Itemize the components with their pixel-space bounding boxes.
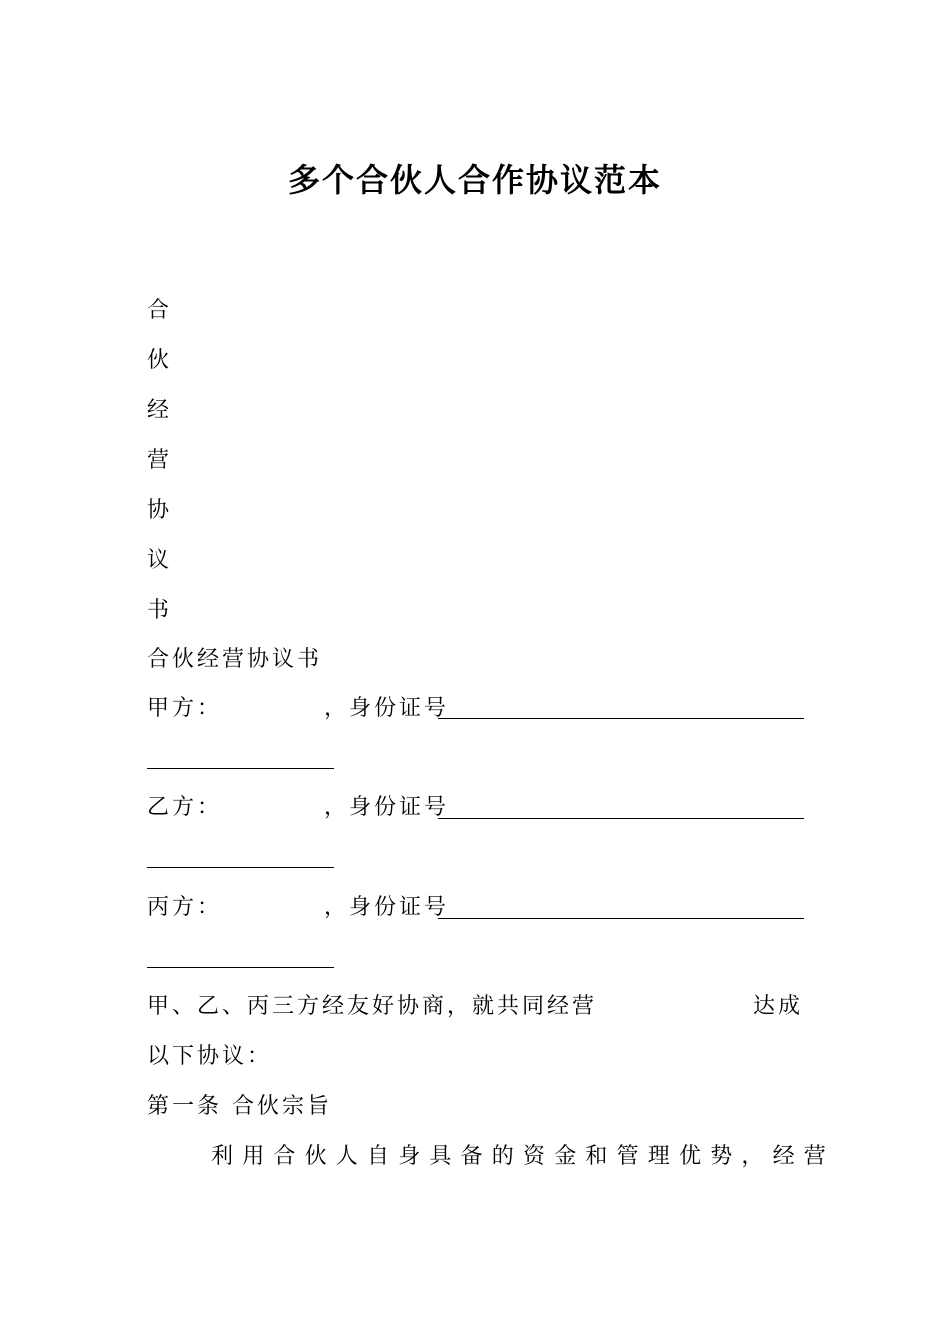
vertical-heading-char: 书 xyxy=(147,598,170,623)
party-b-id-underline xyxy=(438,818,804,819)
party-a-id-underline xyxy=(438,718,804,719)
intro-text-end: 达成 xyxy=(752,994,803,1019)
party-c-label: 丙方： xyxy=(147,895,223,920)
party-a-id-underline-cont xyxy=(147,768,334,769)
vertical-heading-char: 经 xyxy=(147,398,170,423)
party-b-id-underline-cont xyxy=(147,867,334,868)
party-c-id-label: ，身份证号 xyxy=(324,895,450,920)
article-1-title: 第一条 合伙宗旨 xyxy=(147,1094,332,1119)
party-b-id-label: ，身份证号 xyxy=(324,795,450,820)
party-c-id-underline-cont xyxy=(147,967,334,968)
agreement-heading: 合伙经营协议书 xyxy=(147,647,323,672)
intro-line xyxy=(147,991,803,1023)
page-title: 多个合伙人合作协议范本 xyxy=(287,161,662,199)
party-c-id-underline xyxy=(438,918,804,919)
article-1-text: 利用合伙人自身具备的资金和管理优势，经营 xyxy=(211,1144,836,1169)
intro-text: 甲、乙、丙三方经友好协商，就共同经营 xyxy=(147,994,598,1019)
party-a-line xyxy=(147,693,449,725)
party-b-label: 乙方： xyxy=(147,795,223,820)
party-c-line xyxy=(147,892,449,924)
vertical-heading-char: 合 xyxy=(147,298,170,323)
intro-continuation: 以下协议： xyxy=(147,1044,273,1069)
party-a-label: 甲方： xyxy=(147,696,223,721)
party-a-id-label: ，身份证号 xyxy=(324,696,450,721)
vertical-heading-char: 协 xyxy=(147,498,170,523)
party-b-line xyxy=(147,792,449,824)
vertical-heading-char: 营 xyxy=(147,448,170,473)
vertical-heading-char: 伙 xyxy=(147,348,170,373)
vertical-heading-char: 议 xyxy=(147,548,170,573)
